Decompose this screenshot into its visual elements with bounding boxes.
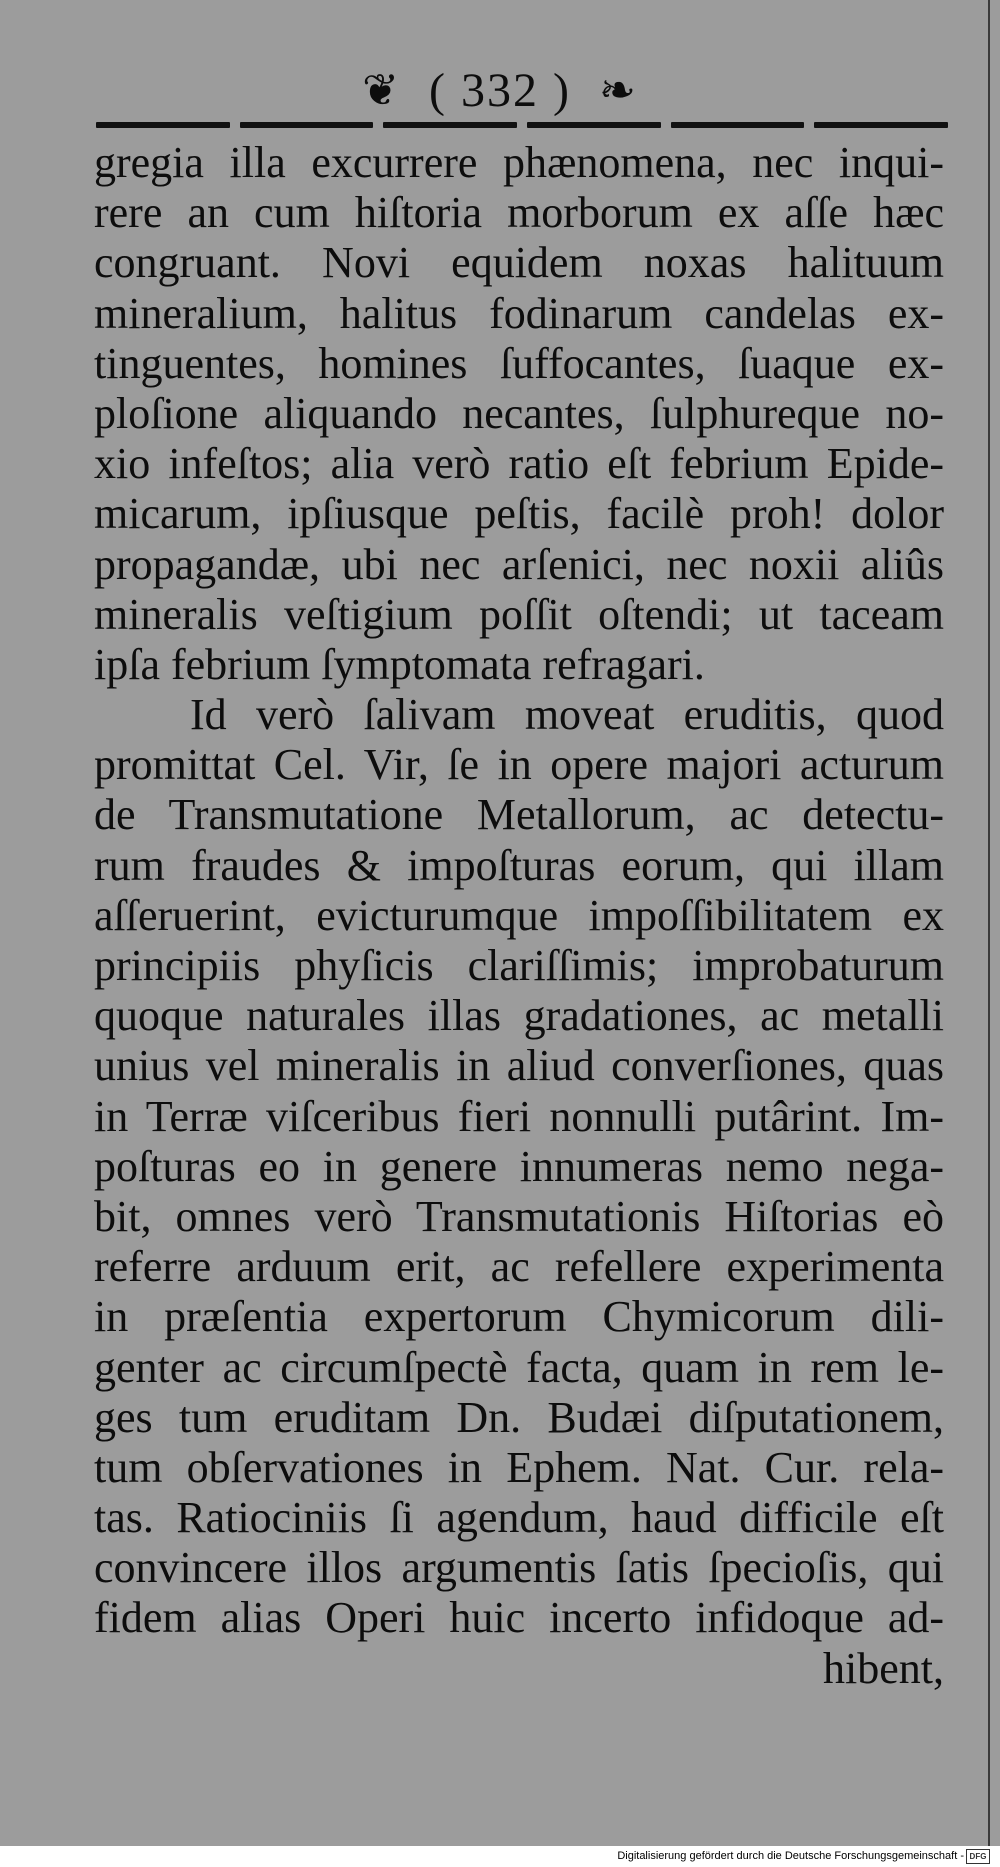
ornament-left-icon: ❦ (362, 65, 402, 115)
text-line: poſturas eo in genere innumeras nemo nega- (94, 1141, 944, 1191)
text-line: aſſeruerint, evicturumque impoſſibilitatem ex (94, 890, 944, 940)
text-line: ges tum eruditam Dn. Budæi diſputationem, (94, 1392, 944, 1442)
header-rule (96, 120, 948, 130)
page-header (0, 52, 1000, 122)
text-line: tinguentes, homines ſuffocantes, ſuaque ex- (94, 338, 944, 388)
catchword: hibent, (823, 1643, 944, 1693)
page-edge-line (988, 0, 990, 1855)
text-line: promittat Cel. Vir, ſe in opere majori acturum (94, 740, 944, 790)
text-line: propagandæ, ubi nec arſenici, nec noxii aliûs (94, 539, 944, 589)
text-line: gregia illa excurrere phænomena, nec inqui- (94, 138, 944, 187)
text-line: quoque naturales illas gradationes, ac metalli (94, 991, 944, 1041)
page-number: ( 332 ) (429, 63, 571, 117)
text-line: principiis phyſicis clariſſimis; improbaturum (94, 941, 944, 990)
text-line: rere an cum hiſtoria morborum ex aſſe hæc (94, 188, 944, 238)
text-line: unius vel mineralis in aliud converſiones, quas (94, 1041, 944, 1091)
text-line: tum obſervationes in Ephem. Nat. Cur. rela- (94, 1442, 944, 1492)
text-line: referre arduum erit, ac refellere experimenta (94, 1242, 944, 1292)
text-line: de Transmutatione Metallorum, ac detectu- (94, 790, 944, 840)
text-line: mineralium, halitus fodinarum candelas ex- (94, 288, 944, 338)
text-line: in præſentia expertorum Chymicorum dili- (94, 1292, 944, 1342)
text-line: congruant. Novi equidem noxas halituum (94, 238, 944, 288)
text-line: micarum, ipſiusque peſtis, facilè proh! dolor (94, 489, 944, 539)
text-line: in Terræ viſceribus fieri nonnulli putârint. Im- (94, 1091, 944, 1141)
footer-credit: Digitalisierung gefördert durch die Deutsche Forschungsgemeinschaft - (617, 1850, 964, 1862)
text-line: xio infeſtos; alia verò ratio eſt febrium Epide- (94, 439, 944, 489)
text-line: bit, omnes verò Transmutationis Hiſtorias eò (94, 1191, 944, 1241)
text-line: ipſa febrium ſymptomata refragari. (94, 639, 705, 689)
text-line: fidem alias Operi huic incerto infidoque ad- (94, 1593, 944, 1643)
text-line: ploſione aliquando necantes, ſulphureque no- (94, 388, 944, 438)
text-line: rum fraudes & impoſturas eorum, qui illam (94, 840, 944, 890)
ornament-right-icon: ❧ (598, 65, 638, 115)
text-line: Id verò ſalivam moveat eruditis, quod (190, 690, 944, 740)
text-line: mineralis veſtigium poſſit oſtendi; ut taceam (94, 589, 944, 639)
text-line: convincere illos argumentis ſatis ſpecioſis, qui (94, 1543, 944, 1593)
page-body (94, 138, 944, 1694)
dfg-logo: DFG (966, 1849, 990, 1864)
text-line: tas. Ratiociniis ſi agendum, haud difficile eſt (94, 1493, 944, 1543)
text-line: genter ac circumſpectè facta, quam in rem le- (94, 1342, 944, 1392)
